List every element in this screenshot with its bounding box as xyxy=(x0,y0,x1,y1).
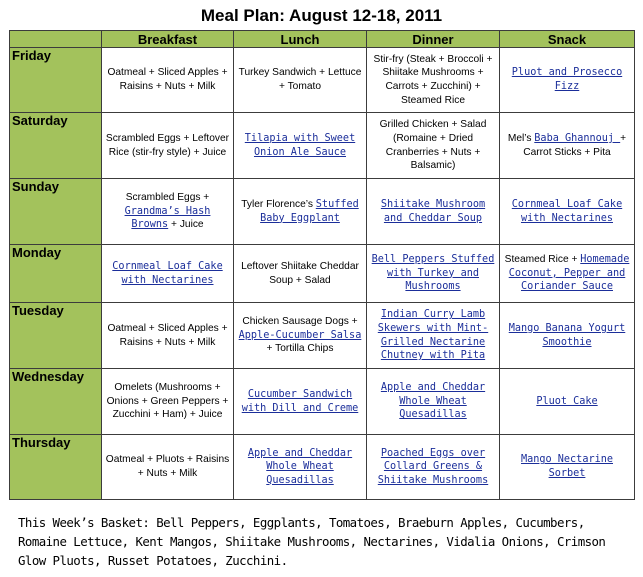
lunch-cell xyxy=(234,369,367,435)
recipe-link[interactable]: Indian Curry Lamb Skewers with Mint-Grilled Nectarine Chutney with Pita xyxy=(377,309,489,362)
day-label: Saturday xyxy=(10,113,102,179)
lunch-cell xyxy=(234,303,367,369)
recipe-link[interactable]: Cornmeal Loaf Cake with Nectarines xyxy=(511,198,623,224)
meal-text: Oatmeal + Sliced Apples + Raisins + Nuts + Milk xyxy=(107,322,228,348)
lunch-cell xyxy=(234,113,367,179)
column-header-snack: Snack xyxy=(500,31,635,48)
meal-row xyxy=(10,369,635,435)
dinner-cell xyxy=(367,435,500,500)
meal-row xyxy=(10,303,635,369)
lunch-cell xyxy=(234,179,367,245)
meal-row xyxy=(10,245,635,303)
dinner-cell xyxy=(367,369,500,435)
recipe-link[interactable]: Pluot Cake xyxy=(536,395,598,407)
meal-text: + Juice xyxy=(168,219,204,231)
meal-text: Stir-fry (Steak + Broccoli + Shiitake Mushrooms + Carrots + Zucchini) + Steamed Rice xyxy=(373,53,493,106)
recipe-link[interactable]: Pluot and Prosecco Fizz xyxy=(511,67,623,92)
meal-text: Mel’s xyxy=(507,132,535,144)
recipe-link[interactable]: Shiitake Mushroom and Cheddar Soup xyxy=(380,198,486,224)
recipe-link[interactable]: Baba Ghannouj xyxy=(534,132,621,144)
dinner-cell xyxy=(367,245,500,303)
snack-cell xyxy=(500,369,635,435)
meal-text: Scrambled Eggs + xyxy=(125,192,210,204)
snack-cell xyxy=(500,435,635,500)
column-header-lunch: Lunch xyxy=(234,31,367,48)
snack-cell xyxy=(500,48,635,113)
recipe-link[interactable]: Stuffed Baby Eggplant xyxy=(260,198,359,224)
corner-cell xyxy=(10,31,102,48)
snack-cell xyxy=(500,303,635,369)
dinner-cell xyxy=(367,179,500,245)
recipe-link[interactable]: Homemade Coconut, Pepper and Coriander Sauce xyxy=(508,254,630,293)
meal-row xyxy=(10,113,635,179)
meal-text: Oatmeal + Sliced Apples + Raisins + Nuts + Milk xyxy=(107,67,228,92)
meal-text: + Tortilla Chips xyxy=(266,343,334,355)
recipe-link[interactable]: Apple and Cheddar Whole Wheat Quesadillas xyxy=(380,382,486,421)
meal-row xyxy=(10,179,635,245)
meal-plan-table xyxy=(9,30,635,500)
recipe-link[interactable]: Apple-Cucumber Salsa xyxy=(238,329,362,341)
day-label: Monday xyxy=(10,245,102,303)
recipe-link[interactable]: Mango Nectarine Sorbet xyxy=(520,454,613,479)
day-label: Tuesday xyxy=(10,303,102,369)
recipe-link[interactable]: Cucumber Sandwich with Dill and Creme xyxy=(241,388,359,414)
meal-text: Omelets (Mushrooms + Onions + Green Peppers + Zucchini + Ham) + Juice xyxy=(106,382,229,421)
breakfast-cell xyxy=(102,113,234,179)
lunch-cell xyxy=(234,245,367,303)
dinner-cell xyxy=(367,113,500,179)
header-row xyxy=(10,31,635,48)
day-label: Thursday xyxy=(10,435,102,500)
meal-text: Turkey Sandwich + Lettuce + Tomato xyxy=(238,67,362,92)
meal-text: Grilled Chicken + Salad (Romaine + Dried Cranberries + Nuts + Balsamic) xyxy=(379,119,487,172)
day-label: Wednesday xyxy=(10,369,102,435)
breakfast-cell xyxy=(102,369,234,435)
snack-cell xyxy=(500,113,635,179)
breakfast-cell xyxy=(102,179,234,245)
recipe-link[interactable]: Poached Eggs over Collard Greens & Shiitake Mushrooms xyxy=(377,447,489,486)
meal-text: Scrambled Eggs + Leftover Rice (stir-fry style) + Juice xyxy=(105,132,230,158)
dinner-cell xyxy=(367,48,500,113)
breakfast-cell xyxy=(102,48,234,113)
page-title: Meal Plan: August 12-18, 2011 xyxy=(200,6,443,25)
recipe-link[interactable]: Mango Banana Yogurt Smoothie xyxy=(508,322,626,348)
day-label: Sunday xyxy=(10,179,102,245)
breakfast-cell xyxy=(102,245,234,303)
lunch-cell xyxy=(234,48,367,113)
meal-row xyxy=(10,48,635,113)
breakfast-cell xyxy=(102,303,234,369)
snack-cell xyxy=(500,179,635,245)
dinner-cell xyxy=(367,303,500,369)
meal-text: Chicken Sausage Dogs + xyxy=(242,316,358,328)
meal-text: Tyler Florence’s xyxy=(241,198,316,210)
column-header-dinner: Dinner xyxy=(367,31,500,48)
meal-text: Leftover Shiitake Cheddar Soup + Salad xyxy=(241,260,359,286)
lunch-cell xyxy=(234,435,367,500)
weekly-basket-note: This Week’s Basket: Bell Peppers, Eggplants, Tomatoes, Braeburn Apples, Cucumbers, Romaine Lettuce, Kent Mangos, Shiitake Mushrooms, Nectarines, Vidalia Onions, Crimson Glow Pluots, Russet Potatoes, Zucchini. xyxy=(18,515,606,568)
column-header-breakfast: Breakfast xyxy=(102,31,234,48)
meal-text: + Carrot Sticks + Pita xyxy=(523,132,627,158)
meal-row xyxy=(10,435,635,500)
meal-text: Oatmeal + Pluots + Raisins + Nuts + Milk xyxy=(105,454,230,479)
recipe-link[interactable]: Apple and Cheddar Whole Wheat Quesadillas xyxy=(247,447,353,486)
recipe-link[interactable]: Tilapia with Sweet Onion Ale Sauce xyxy=(244,132,356,158)
recipe-link[interactable]: Grandma’s Hash Browns xyxy=(124,205,211,231)
meal-text: Steamed Rice + xyxy=(504,254,581,266)
snack-cell xyxy=(500,245,635,303)
breakfast-cell xyxy=(102,435,234,500)
day-label: Friday xyxy=(10,48,102,113)
recipe-link[interactable]: Cornmeal Loaf Cake with Nectarines xyxy=(112,260,223,286)
meal-plan-body xyxy=(10,48,635,500)
recipe-link[interactable]: Bell Peppers Stuffed with Turkey and Mushrooms xyxy=(371,254,495,293)
